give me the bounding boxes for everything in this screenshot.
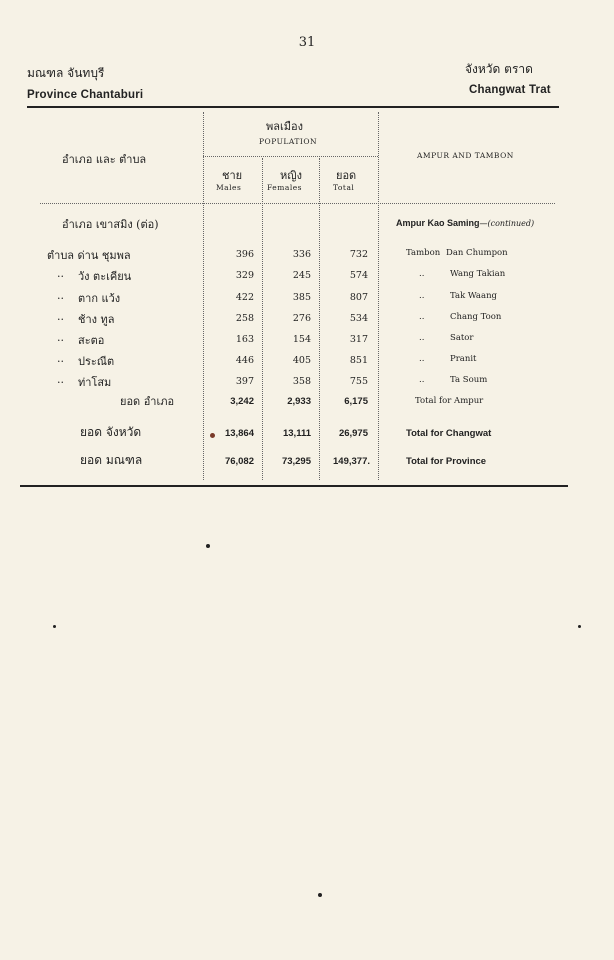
ampur-total-males: 3,242 (230, 396, 254, 407)
changwat-total-label-en: Total for Changwat (406, 428, 492, 439)
tambon-name-thai: วัง ตะเคียน (78, 270, 132, 283)
tambon-name-en: Chang Toon (450, 312, 502, 322)
ampur-total-total: 6,175 (344, 396, 368, 407)
females-value: 405 (292, 355, 311, 366)
population-header-en: POPULATION (259, 137, 318, 146)
females-value: 276 (292, 313, 311, 324)
top-rule (27, 106, 559, 108)
females-value: 245 (292, 270, 311, 281)
females-value: 336 (292, 249, 311, 260)
total-value: 755 (349, 376, 368, 387)
column-header-thai: อำเภอ และ ตำบล (62, 153, 147, 166)
total-value: 732 (349, 249, 368, 260)
ampur-total-label-thai: ยอด อำเภอ (120, 395, 175, 408)
ditto-mark: .. (57, 289, 64, 302)
ink-speck (210, 433, 215, 438)
ditto-mark: .. (57, 310, 64, 323)
tambon-name-en: Sator (450, 333, 474, 343)
total-value: 574 (349, 270, 368, 281)
females-header-thai: หญิง (280, 169, 302, 182)
province-total-total: 149,377. (333, 456, 370, 467)
males-header-en: Males (216, 183, 242, 192)
province-title-en: Province Chantaburi (27, 89, 144, 101)
section-heading-en-suffix: —(continued) (479, 219, 535, 228)
section-heading-en (396, 218, 534, 229)
tambon-name-thai: สะตอ (78, 334, 105, 347)
ampur-total-label-en: Total for Ampur (415, 396, 484, 406)
population-underline (203, 156, 378, 157)
males-value: 397 (235, 376, 254, 387)
total-value: 851 (349, 355, 368, 366)
population-header-thai: พลเมือง (266, 120, 303, 133)
changwat-total-total: 26,975 (338, 428, 368, 439)
section-heading-en-name: Ampur Kao Saming (396, 218, 480, 228)
province-title-thai: มณฑล จันทบุรี (27, 66, 105, 80)
males-value: 258 (235, 313, 254, 324)
tambon-name-en: Dan Chumpon (446, 248, 508, 258)
ink-speck (206, 544, 210, 548)
changwat-title-thai: จังหวัด ตราด (465, 62, 533, 76)
tambon-name-thai: ตำบล ด่าน ชุมพล (47, 249, 131, 262)
tambon-prefix-en: .. (419, 269, 425, 279)
ink-speck (318, 893, 322, 897)
ditto-mark: .. (57, 331, 64, 344)
ditto-mark: .. (57, 267, 64, 280)
province-total-label-en: Total for Province (406, 456, 487, 467)
col-divider-3 (319, 158, 320, 480)
ink-speck (53, 625, 56, 628)
tambon-name-thai: ประณีต (78, 355, 115, 368)
province-total-females: 73,295 (281, 456, 311, 467)
tambon-name-thai: ช้าง ทูล (78, 313, 115, 326)
changwat-total-label-thai: ยอด จังหวัด (80, 425, 142, 439)
total-value: 317 (349, 334, 368, 345)
total-value: 807 (349, 292, 368, 303)
males-value: 329 (235, 270, 254, 281)
col-divider-4 (378, 112, 379, 480)
males-value: 163 (235, 334, 254, 345)
tambon-name-en: Pranit (450, 354, 477, 364)
total-header-thai: ยอด (336, 169, 357, 182)
ditto-mark: .. (57, 373, 64, 386)
section-heading-thai: อำเภอ เขาสมิง (ต่อ) (62, 218, 159, 231)
tambon-prefix-en: .. (419, 333, 425, 343)
ampur-total-females: 2,933 (287, 396, 311, 407)
tambon-name-en: Tak Waang (450, 291, 497, 301)
total-value: 534 (349, 313, 368, 324)
total-header-en: Total (333, 183, 355, 192)
province-total-label-thai: ยอด มณฑล (80, 453, 143, 467)
header-underline (40, 203, 555, 204)
tambon-prefix-en: .. (419, 291, 425, 301)
tambon-name-en: Wang Takian (450, 269, 506, 279)
page-number: 31 (298, 35, 316, 50)
ditto-mark: .. (57, 352, 64, 365)
males-value: 396 (235, 249, 254, 260)
tambon-name-thai: ตาก แว้ง (78, 292, 121, 305)
females-value: 358 (292, 376, 311, 387)
females-header-en: Females (267, 183, 303, 192)
col-divider-1 (203, 112, 204, 480)
tambon-name-en: Ta Soum (450, 375, 488, 385)
column-header-en: AMPUR AND TAMBON (417, 151, 514, 160)
females-value: 385 (292, 292, 311, 303)
tambon-name-thai: ท่าโสม (78, 376, 112, 389)
changwat-title-en: Changwat Trat (469, 84, 551, 96)
tambon-prefix-en: Tambon (406, 248, 441, 258)
females-value: 154 (292, 334, 311, 345)
changwat-total-females: 13,111 (282, 428, 311, 439)
tambon-prefix-en: .. (419, 354, 425, 364)
tambon-prefix-en: .. (419, 312, 425, 322)
changwat-total-males: 13,864 (224, 428, 254, 439)
males-header-thai: ชาย (222, 169, 243, 182)
province-total-males: 76,082 (224, 456, 254, 467)
males-value: 446 (235, 355, 254, 366)
males-value: 422 (235, 292, 254, 303)
bottom-rule (20, 485, 568, 487)
ink-speck (578, 625, 581, 628)
tambon-prefix-en: .. (419, 375, 425, 385)
col-divider-2 (262, 158, 263, 480)
